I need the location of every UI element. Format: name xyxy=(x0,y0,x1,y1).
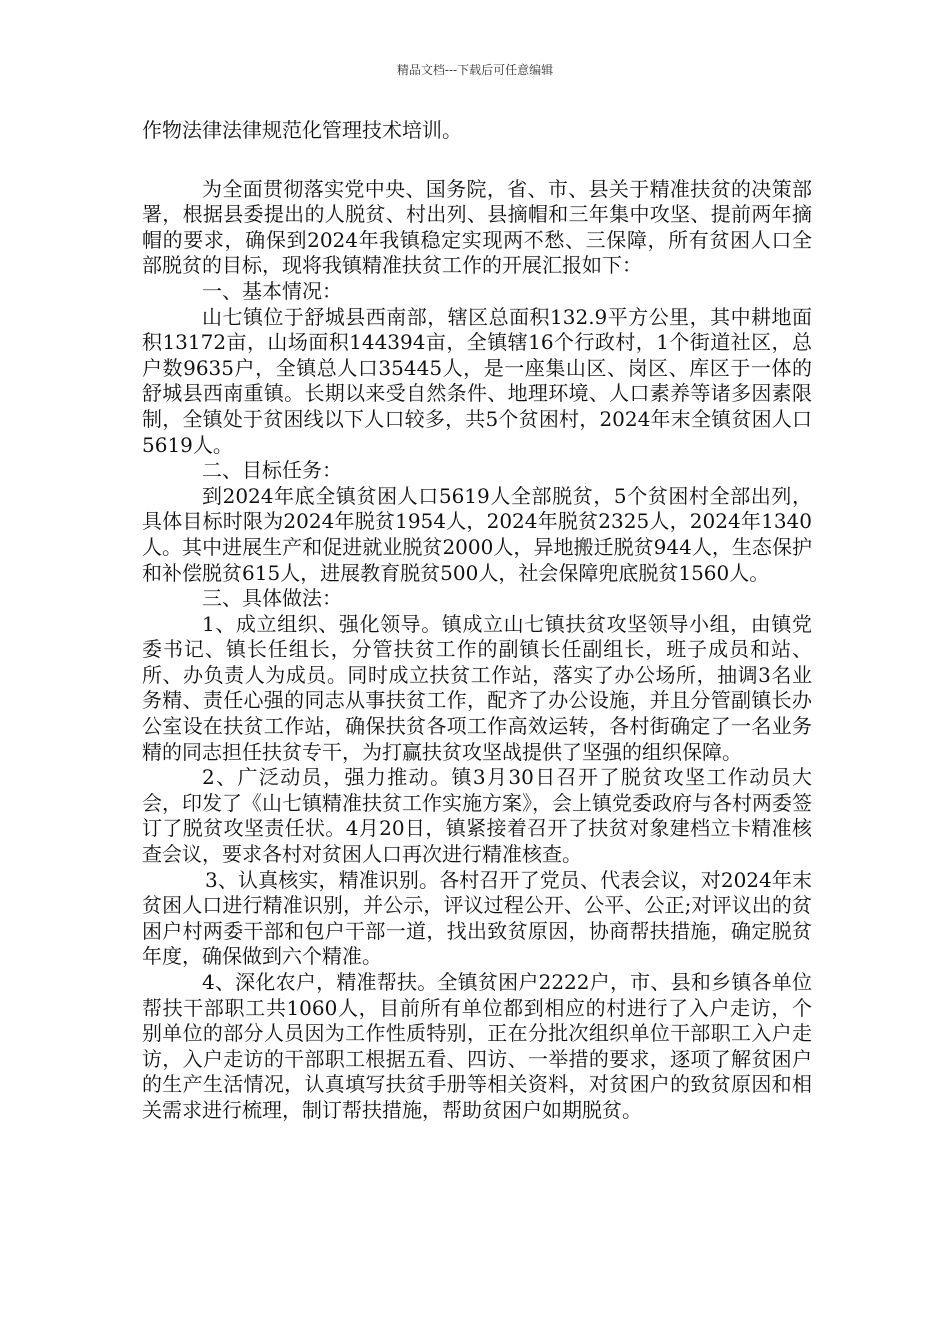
page-header: 精品文档---下载后可任意编辑 xyxy=(396,63,554,77)
section-heading-goals: 二、目标任务： xyxy=(202,458,342,483)
paragraph-method-3: 3、认真核实，精准识别。各村召开了党员、代表会议，对2024年末贫困人口进行精准识别，并公示，评议过程公开、公平、公正;对评议出的贫困户村两委干部和包户干部一道，找出致贫原因，协商帮扶措施，确定脱贫年度，确保做到六个精准。 xyxy=(142,867,812,969)
paragraph-continuation: 作物法律法律规范化管理技术培训。 xyxy=(142,118,462,142)
section-heading-methods: 三、具体做法： xyxy=(202,586,342,611)
paragraph-method-2: 2、广泛动员，强力推动。镇3月30日召开了脱贫攻坚工作动员大会，印发了《山七镇精准扶贫工作实施方案》，会上镇党委政府与各村两委签订了脱贫攻坚责任状。4月20日，镇紧接着召开了扶贫对象建档立卡精准核查会议，要求各村对贫困人口再次进行精准核查。 xyxy=(142,765,812,867)
paragraph-method-4: 4、深化农户，精准帮扶。全镇贫困户2222户，市、县和乡镇各单位帮扶干部职工共1060人，目前所有单位都到相应的村进行了入户走访，个别单位的部分人员因为工作性质特别，正在分批次组织单位干部职工入户走访，入户走访的干部职工根据五看、四访、一举措的要求，逐项了解贫困户的生产生活情况，认真填写扶贫手册等相关资料，对贫困户的致贫原因和相关需求进行梳理，制订帮扶措施，帮助贫困户如期脱贫。 xyxy=(142,970,812,1122)
paragraph-goals: 到2024年底全镇贫困人口5619人全部脱贫，5个贫困村全部出列，具体目标时限为2024年脱贫1954人，2024年脱贫2325人，2024年1340人。其中进展生产和促进就业脱贫2000人，异地搬迁脱贫944人，生态保护和补偿脱贫615人，进展教育脱贫500人，社会保障兜底脱贫1560人。 xyxy=(142,483,812,585)
document-body xyxy=(142,118,812,1124)
paragraph-gap xyxy=(142,144,812,177)
paragraph-method-1: 1、成立组织、强化领导。镇成立山七镇扶贫攻坚领导小组，由镇党委书记、镇长任组长，分管扶贫工作的副镇长任副组长，班子成员和站、所、办负责人为成员。同时成立扶贫工作站，落实了办公场所，抽调3名业务精、责任心强的同志从事扶贫工作，配齐了办公设施，并且分管副镇长办公室设在扶贫工作站，确保扶贫各项工作高效运转，各村街确定了一名业务精的同志担任扶贫专干，为打赢扶贫攻坚战提供了坚强的组织保障。 xyxy=(142,611,812,764)
paragraph-intro: 为全面贯彻落实党中央、国务院，省、市、县关于精准扶贫的决策部署，根据县委提出的人脱贫、村出列、县摘帽和三年集中攻坚、提前两年摘帽的要求，确保到2024年我镇稳定实现两不愁、三保障，所有贫困人口全部脱贫的目标，现将我镇精准扶贫工作的开展汇报如下： xyxy=(142,176,812,278)
section-heading-basic-situation: 一、基本情况： xyxy=(202,278,342,303)
paragraph-basic-situation: 山七镇位于舒城县西南部，辖区总面积132.9平方公里，其中耕地面积13172亩，山场面积144394亩，全镇辖16个行政村，1个街道社区，总户数9635户，全镇总人口35445人，是一座集山区、岗区、库区于一体的舒城县西南重镇。长期以来受自然条件、地理环境、人口素养等诸多因素限制，全镇处于贫困线以下人口较多，共5个贫困村，2024年末全镇贫困人口5619人。 xyxy=(142,304,812,457)
